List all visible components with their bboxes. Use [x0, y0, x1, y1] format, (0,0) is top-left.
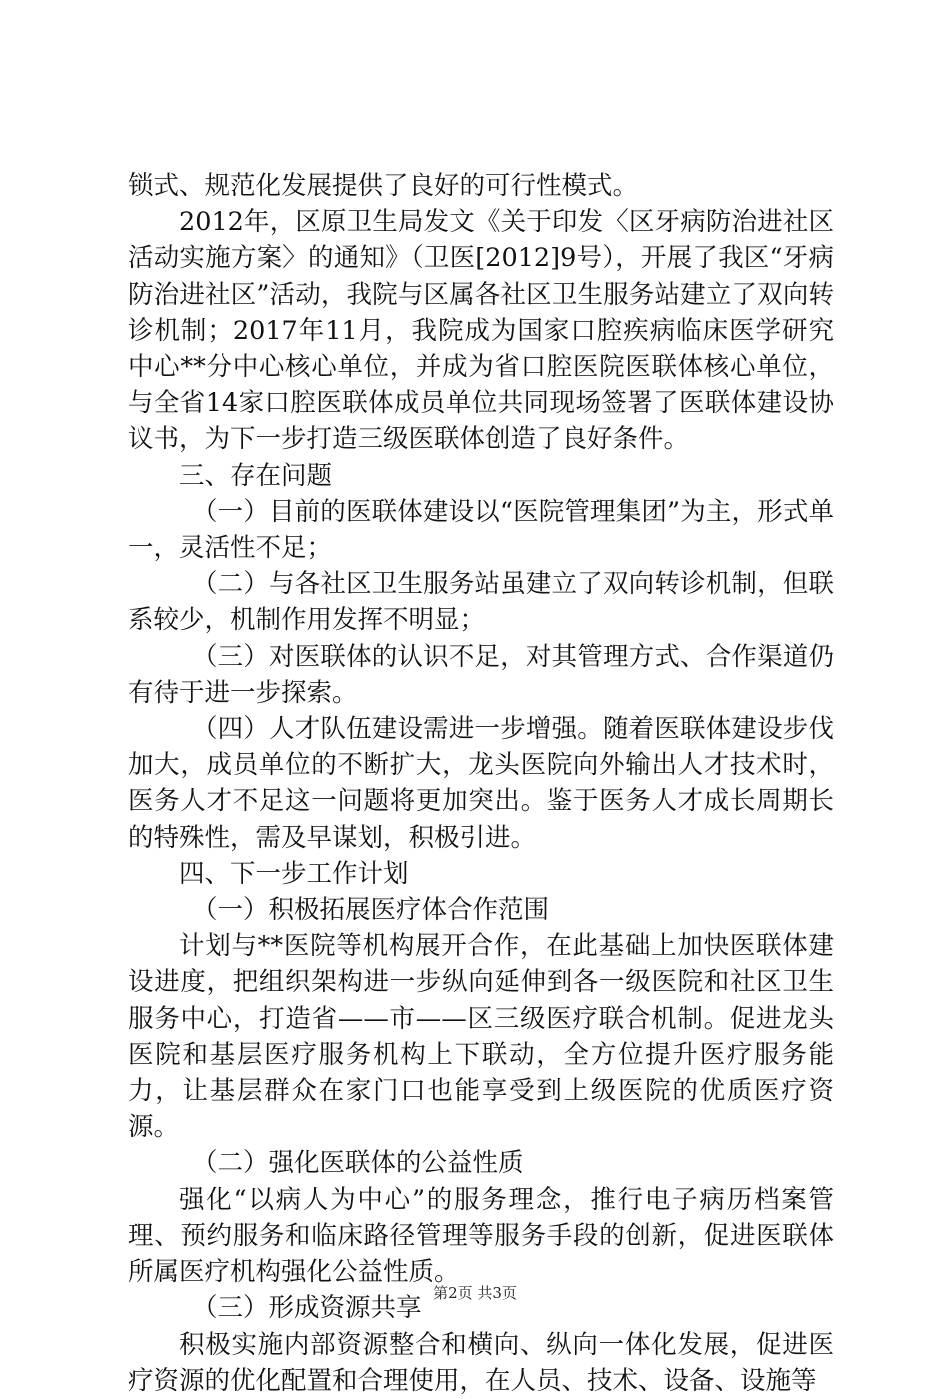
plan-subheading-2: （二）强化医联体的公益性质 — [192, 1148, 524, 1179]
plan-subheading-3: （三）形成资源共享 — [192, 1293, 422, 1324]
problem-item-3: （三）对医联体的认识不足，对其管理方式、合作渠道仍有待于进一步探索。 — [128, 641, 834, 708]
problem-item-4: （四）人才队伍建设需进一步增强。随着医联体建设步伐加大，成员单位的不断扩大，龙头医院向外输出人才技术时，医务人才不足这一问题将更加突出。鉴于医务人才成长周期长的特殊性，需及早谋划，积极引进。 — [128, 714, 834, 853]
plan-subheading-1: （一）积极拓展医疗体合作范围 — [192, 895, 550, 926]
document-body — [128, 168, 834, 1399]
plan-paragraph-2: 强化“以病人为中心”的服务理念，推行电子病历档案管理、预约服务和临床路径管理等服务手段的创新，促进医联体所属医疗机构强化公益性质。 — [128, 1184, 834, 1288]
heading-next-plan: 四、下一步工作计划 — [179, 858, 409, 889]
page-footer — [0, 1282, 950, 1303]
page-number-label: 第2页 共3页 — [433, 1284, 517, 1302]
problem-item-2: （二）与各社区卫生服务站虽建立了双向转诊机制，但联系较少，机制作用发挥不明显； — [128, 569, 834, 636]
paragraph-history: 2012年，区原卫生局发文《关于印发〈区牙病防治进社区活动实施方案〉的通知》（卫医[2012]9号），开展了我区“牙病防治进社区”活动，我院与区属各社区卫生服务站建立了双向转诊机制；2017年11月，我院成为国家口腔疾病临床医学研究中心**分中心核心单位，并成为省口腔医院医联体核心单位，与全省14家口腔医联体成员单位共同现场签署了医联体建设协议书，为下一步打造三级医联体创造了良好条件。 — [128, 207, 834, 455]
plan-paragraph-1: 计划与**医院等机构展开合作，在此基础上加快医联体建设进度，把组织架构进一步纵向延伸到各一级医院和社区卫生服务中心，打造省——市——区三级医疗联合机制。促进龙头医院和基层医疗服务机构上下联动，全方位提升医疗服务能力，让基层群众在家门口也能享受到上级医院的优质医疗资源。 — [128, 931, 834, 1143]
heading-problems: 三、存在问题 — [179, 460, 333, 491]
plan-paragraph-3: 积极实施内部资源整合和横向、纵向一体化发展，促进医疗资源的优化配置和合理使用，在人员、技术、设备、设施等 — [128, 1329, 834, 1396]
problem-item-1: （一）目前的医联体建设以“医院管理集团”为主，形式单一，灵活性不足； — [128, 496, 834, 564]
paragraph-continuation: 锁式、规范化发展提供了良好的可行性模式。 — [128, 171, 639, 201]
